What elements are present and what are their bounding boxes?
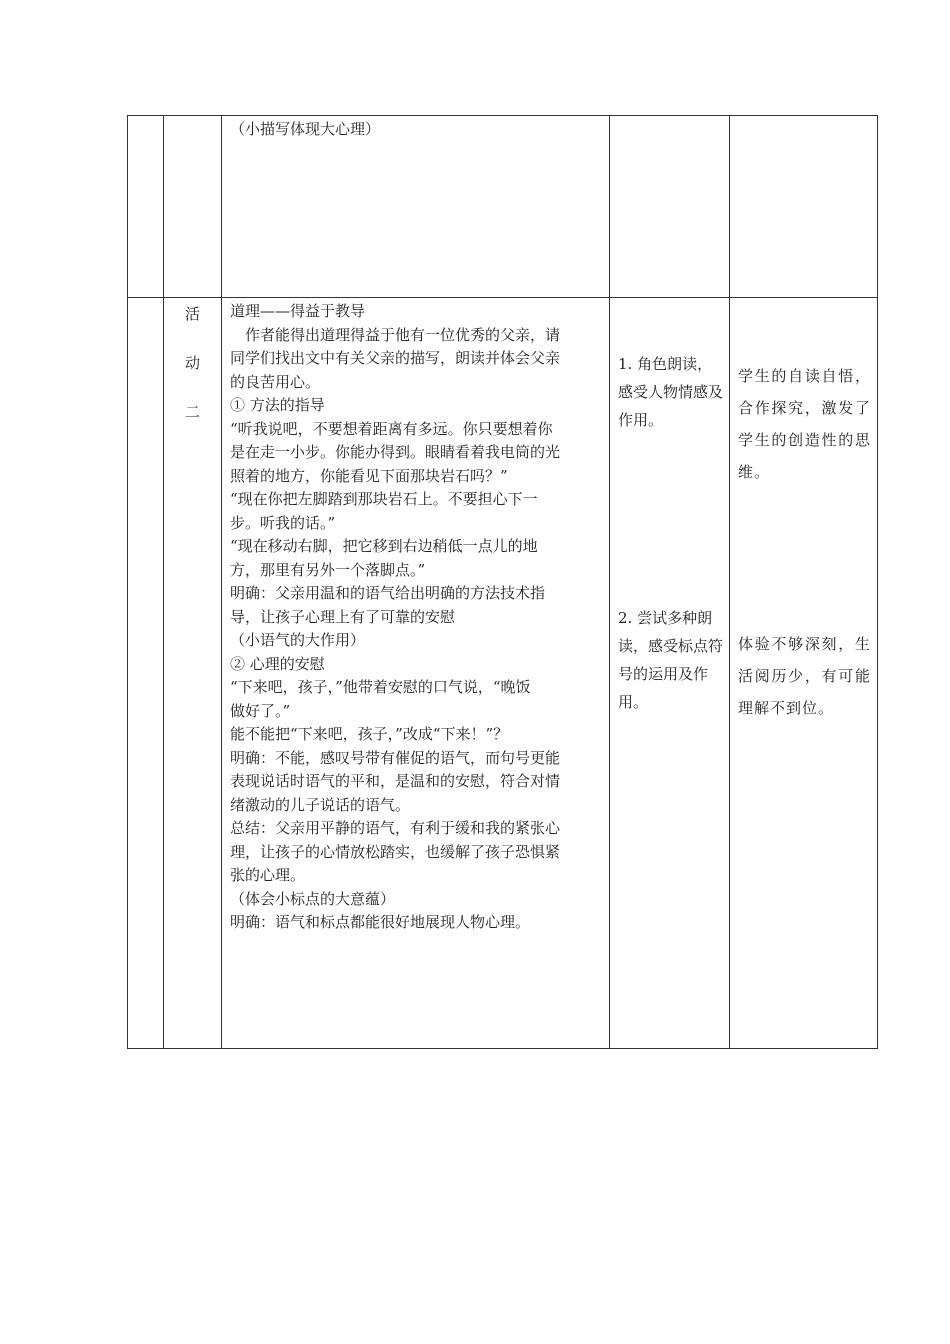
activity-label-char: 活 xyxy=(184,305,200,323)
stage-cell xyxy=(128,298,164,1049)
content-line: 作者能得出道理得益于他有一位优秀的父亲，请 xyxy=(230,325,561,344)
activity-label-char: 二 xyxy=(184,403,200,421)
content-cell xyxy=(222,116,610,298)
content-line: 绪激动的儿子说话的语气。 xyxy=(230,795,411,814)
content-line: 道理——得益于教导 xyxy=(230,302,366,320)
content-line: （小描写体现大心理） xyxy=(230,120,381,138)
design-intent-text: 体验不够深刻，生活阅历少，有可能理解不到位。 xyxy=(738,635,871,717)
content-line: ② 心理的安慰 xyxy=(230,654,325,673)
content-line: 同学们找出文中有关父亲的描写，朗读并体会父亲 xyxy=(230,349,561,367)
content-line: “现在移动右脚，把它移到右边稍低一点儿的地 xyxy=(230,537,538,555)
content-lines xyxy=(222,298,609,941)
content-line: 方，那里有另外一个落脚点。” xyxy=(230,560,426,579)
content-line: 表现说话时语气的平和，是温和的安慰，符合对情 xyxy=(230,772,561,790)
content-line: 步。听我的话。” xyxy=(230,513,336,532)
content-line: 理，让孩子的心情放松踏实，也缓解了孩子恐惧紧 xyxy=(230,842,561,861)
content-line: （小语气的大作用） xyxy=(230,631,366,649)
design-intent-cell xyxy=(730,298,878,1049)
student-activity-text: 1. 角色朗读，感受人物情感及作用。 xyxy=(618,355,724,429)
content-line: “听我说吧，不要想着距离有多远。你只要想着你 xyxy=(230,419,553,438)
content-line: （体会小标点的大意蕴） xyxy=(230,889,396,908)
content-line: 明确：不能，感叹号带有催促的语气，而句号更能 xyxy=(230,748,561,767)
content-line: 照着的地方，你能看见下面那块岩石吗？” xyxy=(230,466,508,485)
content-line: 做好了。” xyxy=(230,701,291,720)
lesson-plan-table xyxy=(127,115,878,1049)
content-line: 导，让孩子心理上有了可靠的安慰 xyxy=(230,607,456,626)
activity-label-char: 动 xyxy=(184,354,200,372)
table-row-continued xyxy=(128,116,878,298)
content-line: 明确：父亲用温和的语气给出明确的方法技术指 xyxy=(230,584,546,602)
content-line: ① 方法的指导 xyxy=(230,396,325,414)
stage-cell xyxy=(128,116,164,298)
student-activity-text: 2. 尝试多种朗读，感受标点符号的运用及作用。 xyxy=(618,609,724,711)
table-row-activity-two xyxy=(128,298,878,1049)
content-line: 张的心理。 xyxy=(230,866,306,884)
design-intent-cell xyxy=(730,116,878,298)
content-line: 总结：父亲用平静的语气，有利于缓和我的紧张心 xyxy=(230,819,561,837)
content-line: 的良苦用心。 xyxy=(230,372,321,391)
student-activity-cell xyxy=(610,116,730,298)
design-intent-text: 学生的自读自悟，合作探究，激发了学生的创造性的思维。 xyxy=(738,367,871,481)
content-cell xyxy=(222,298,610,1049)
content-line: “现在你把左脚踏到那块岩石上。不要担心下一 xyxy=(230,490,538,508)
content-line: “下来吧，孩子，”他带着安慰的口气说，“晚饭 xyxy=(230,678,531,696)
activity-label-cell xyxy=(164,116,222,298)
content-line: 明确：语气和标点都能很好地展现人物心理。 xyxy=(230,913,531,931)
content-line: 是在走一小步。你能办得到。眼睛看着我电筒的光 xyxy=(230,443,561,461)
activity-label-cell xyxy=(164,298,222,1049)
content-line: 能不能把“下来吧，孩子，”改成“下来！”？ xyxy=(230,725,509,743)
student-activity-cell xyxy=(610,298,730,1049)
